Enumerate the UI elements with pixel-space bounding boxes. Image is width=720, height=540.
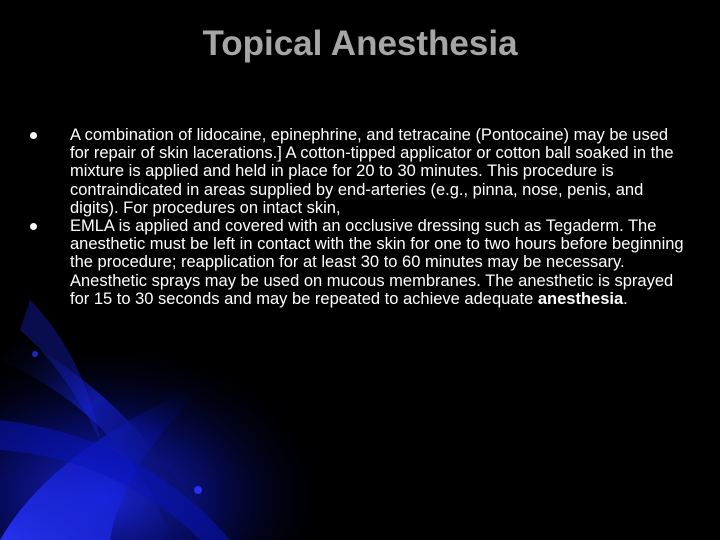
bullet-item <box>30 126 690 217</box>
bullet-text: A combination of lidocaine, epinephrine, and tetracaine (Pontocaine) may be used for repair of skin lacerations.] A cotton-tipped applicator or cotton ball soaked in the mixture is applied and held in place for 20 to 30 minutes. This procedure is contraindicated in areas supplied by end-arteries (e.g., pinna, nose, penis, and digits). For procedures on intact skin, <box>70 126 674 217</box>
bullet-dot-icon <box>30 223 37 230</box>
bullet-text: EMLA is applied and covered with an occlusive dressing such as Tegaderm. The anesthetic must be left in contact with the skin for one to two hours before beginning the procedure; reapplication for at least 30 to 60 minutes may be necessary. Anesthetic sprays may be used on mucous membranes. The anesthetic is sprayed for 15 to 30 seconds and may be repeated to achieve adequate <box>70 217 684 308</box>
bullet-end-punctuation: . <box>623 289 628 308</box>
slide-title: Topical Anesthesia <box>202 24 518 63</box>
bullet-dot-icon <box>30 132 37 139</box>
bullet-item <box>30 217 690 308</box>
bullet-bold-term: anesthesia <box>537 289 624 308</box>
bullet-list <box>30 126 690 308</box>
